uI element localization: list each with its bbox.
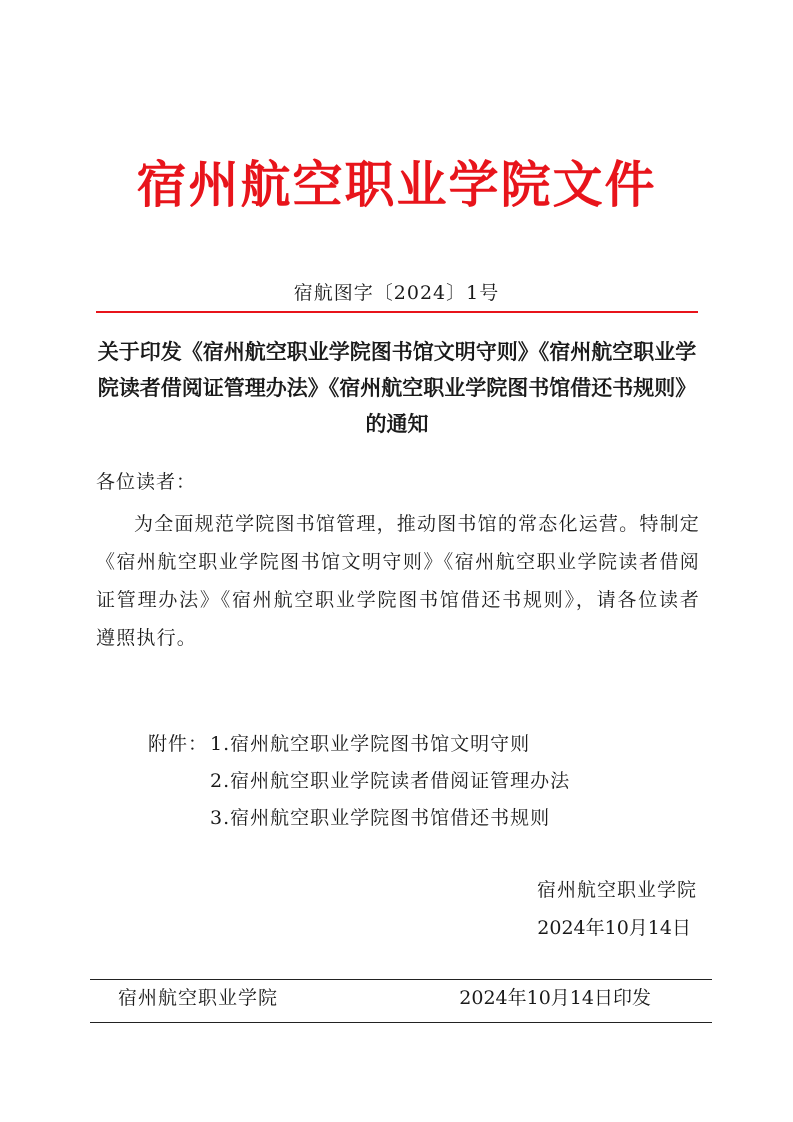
attachment-item: 3.宿州航空职业学院图书馆借还书规则 xyxy=(210,807,551,829)
notice-title: 关于印发《宿州航空职业学院图书馆文明守则》《宿州航空职业学院读者借阅证管理办法》《宿州航空职业学院图书馆借还书规则》的通知 xyxy=(97,340,697,436)
attachment-item: 1.宿州航空职业学院图书馆文明守则 xyxy=(210,733,531,755)
signature-organization: 宿州航空职业学院 xyxy=(536,879,697,901)
attachments-label: 附件： xyxy=(148,733,209,755)
notice-body: 为全面规范学院图书馆管理，推动图书馆的常态化运营。特制定《宿州航空职业学院图书馆文明守则》《宿州航空职业学院读者借阅证管理办法》《宿州航空职业学院图书馆借还书规则》，请各位读者遵照执行。 xyxy=(96,513,700,649)
footer-issue-date: 2024年10月14日印发 xyxy=(459,987,651,1009)
footer-organization: 宿州航空职业学院 xyxy=(118,987,279,1009)
signature-date: 2024年10月14日 xyxy=(537,917,691,939)
footer-bottom-rule xyxy=(90,1022,712,1023)
salutation: 各位读者： xyxy=(96,471,197,493)
footer-top-rule xyxy=(90,979,712,980)
document-header-title: 宿州航空职业学院文件 xyxy=(136,156,657,214)
header-divider xyxy=(96,311,698,313)
attachment-item: 2.宿州航空职业学院读者借阅证管理办法 xyxy=(210,770,571,792)
document-number: 宿航图字〔2024〕1号 xyxy=(293,282,500,304)
